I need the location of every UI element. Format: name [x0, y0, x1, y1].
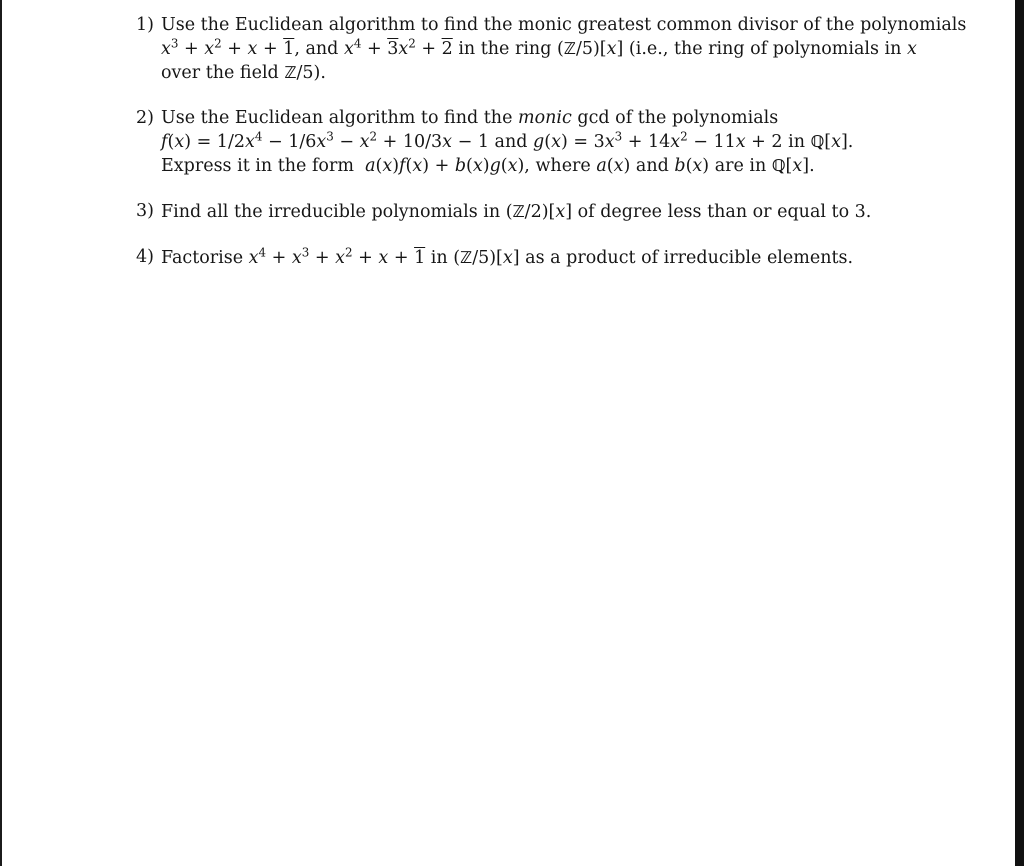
problem-number: 3)	[136, 201, 154, 221]
left-border	[0, 0, 2, 866]
problem-2-line-3: Express it in the form a(x)f(x) + b(x)g(x), where a(x) and b(x) are in ℚ[x].	[161, 156, 815, 176]
problem-3	[136, 200, 936, 224]
problem-3-line-1: Find all the irreducible polynomials in (ℤ/2)[x] of degree less than or equal to 3.	[161, 202, 872, 222]
problem-1-line-1: Use the Euclidean algorithm to find the monic greatest common divisor of the polynomials	[161, 15, 967, 35]
problem-4-line-1: Factorise $x^4 + x^3 + x^2 + x + 1$ in (ℤ/5)[x] as a product of irreducible elements.	[161, 245, 854, 268]
right-border	[1015, 0, 1024, 866]
problem-sheet	[136, 14, 967, 292]
problem-1-line-3: over the field ℤ/5).	[161, 63, 326, 83]
problem-4	[136, 246, 936, 270]
problem-2-line-1: Use the Euclidean algorithm to find the monic gcd of the polynomials	[161, 108, 779, 128]
problem-number: 1)	[136, 15, 154, 35]
problem-number: 2)	[136, 108, 154, 128]
problem-1	[136, 14, 967, 85]
problem-2-line-2: $f(x) = 1/2x^4 - 1/6x^3 - x^2 + 10/3x - 1$ and $g(x) = 3x^3 + 14x^2 - 11x + 2$ in ℚ[x].	[161, 129, 854, 152]
problem-1-line-2: $x^3 + x^2 + x + 1$, and $x^4 + 3x^2 + 2$ in the ring (ℤ/5)[x] (i.e., the ring of polynomials in x	[161, 36, 917, 59]
problem-2	[136, 107, 936, 178]
problem-number: 4)	[136, 247, 154, 267]
